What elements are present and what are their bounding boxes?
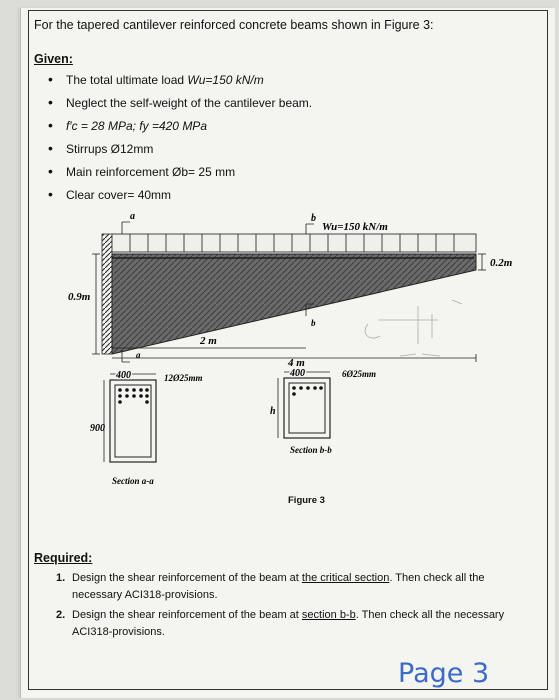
depth-dimension-tip bbox=[478, 254, 486, 270]
section-a-marker-bottom: a bbox=[136, 350, 141, 360]
tapered-beam bbox=[112, 254, 476, 354]
section-a-height: 900 bbox=[90, 423, 105, 434]
section-a-marker-top: a bbox=[130, 211, 135, 222]
section-b-width: 400 bbox=[290, 368, 305, 379]
section-b-marker-top: b bbox=[311, 213, 316, 224]
section-a-outline bbox=[110, 380, 156, 462]
section-a-width: 400 bbox=[116, 370, 131, 381]
section-bb-underline: section b-b bbox=[301, 609, 356, 621]
given-item-materials: • f′c = 28 MPa; fy =420 MPa bbox=[48, 118, 312, 141]
section-b-height: h bbox=[270, 406, 276, 417]
given-item-stirrups: • Stirrups Ø12mm bbox=[48, 141, 312, 164]
depth-support-label: 0.9m bbox=[68, 291, 91, 303]
required-heading: Required: bbox=[34, 551, 93, 565]
given-item-selfweight: • Neglect the self-weight of the cantilever beam. bbox=[48, 95, 312, 118]
required-list bbox=[56, 570, 536, 644]
span-2m-label: 2 m bbox=[200, 335, 217, 347]
critical-section-underline: the critical section bbox=[301, 572, 390, 584]
section-b-marker-bottom: b bbox=[311, 318, 316, 328]
depth-tip-label: 0.2m bbox=[490, 257, 513, 269]
problem-intro: For the tapered cantilever reinforced concrete beams shown in Figure 3: bbox=[34, 18, 434, 32]
section-a-rebar-label: 12Ø25mm bbox=[164, 373, 203, 383]
given-heading: Given: bbox=[34, 52, 73, 66]
page-number-label: Page 3 bbox=[398, 658, 490, 689]
depth-dimension-support bbox=[92, 254, 100, 354]
figure-caption: Figure 3 bbox=[288, 495, 325, 506]
given-item-cover: • Clear cover= 40mm bbox=[48, 187, 312, 210]
required-item-1: 1. Design the shear reinforcement of the beam at the critical section. Then check all the necessary ACI318-provisions. bbox=[56, 572, 485, 601]
pencil-scribbles bbox=[365, 300, 462, 356]
given-item-main-reinf: • Main reinforcement Øb= 25 mm bbox=[48, 164, 312, 187]
span-4m-label: 4 m bbox=[288, 357, 305, 369]
section-b-rebar-label: 6Ø25mm bbox=[342, 369, 377, 379]
given-list bbox=[48, 72, 312, 210]
load-label: Wu=150 kN/m bbox=[322, 221, 388, 233]
fixed-support bbox=[102, 234, 112, 354]
given-item-load: • The total ultimate load Wu=150 kN/m bbox=[48, 72, 312, 95]
section-a-name: Section a-a bbox=[112, 476, 154, 486]
section-b-name: Section b-b bbox=[290, 445, 332, 455]
figure-3-drawing bbox=[60, 208, 530, 493]
required-item-2: 2. Design the shear reinforcement of the beam at section b-b. Then check all the necessary ACI318-provisions. bbox=[56, 609, 505, 638]
distributed-load bbox=[112, 234, 476, 252]
